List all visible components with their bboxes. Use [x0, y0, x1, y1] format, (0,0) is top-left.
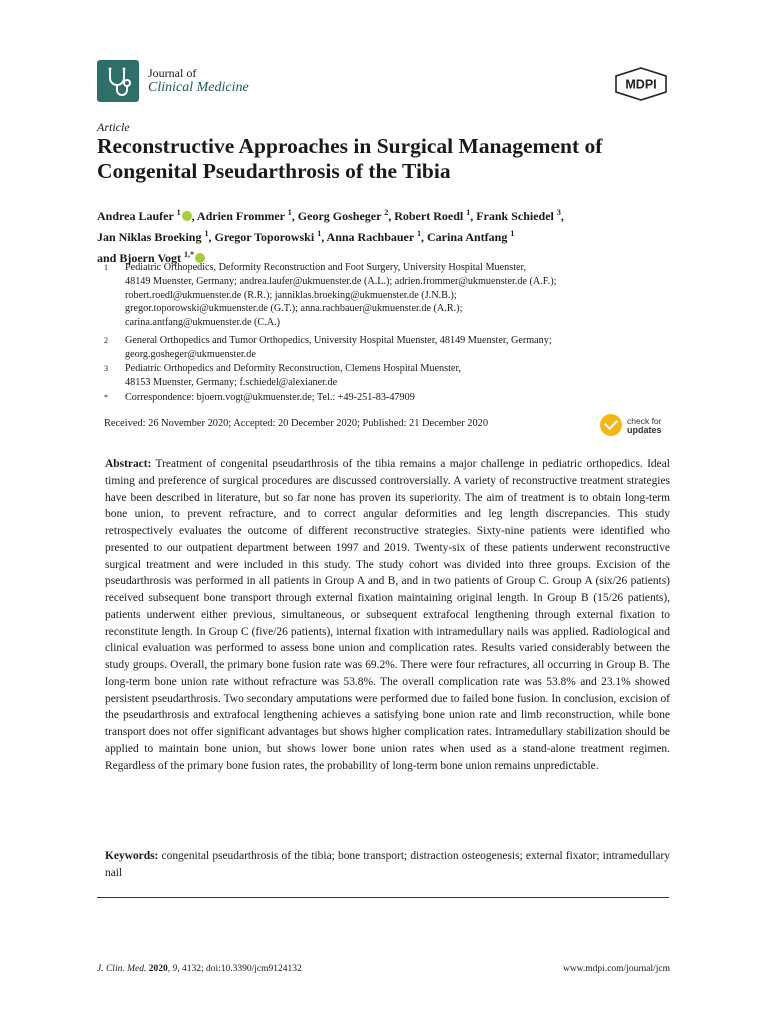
author-name: Carina Antfang: [427, 230, 511, 244]
affiliation-line: Pediatric Orthopedics, Deformity Reconstruction and Foot Surgery, University Hospital Muenster,: [125, 262, 527, 273]
mdpi-logo-text: MDPI: [625, 77, 657, 92]
author-affiliation-ref: 1,*: [184, 250, 195, 259]
check-for-label: check for: [627, 416, 662, 426]
affiliation-number: 2: [104, 336, 108, 345]
author-line: Andrea Laufer $^1$ , Adrien Frommer $^1$, Georg Gosheger $^2$, Robert Roedl $^1$, Frank Schiedel $^3$,: [97, 208, 564, 223]
journal-name: Clinical Medicine: [148, 80, 249, 95]
citation-volume: 9: [172, 964, 178, 974]
mdpi-logo: [612, 66, 670, 102]
check-icon: [600, 414, 622, 436]
author-name: Adrien Frommer: [196, 209, 288, 223]
divider: [97, 897, 669, 898]
author-affiliation-ref: 1: [510, 229, 515, 238]
author-name: Frank Schiedel: [476, 209, 557, 223]
affiliation-2: [104, 334, 684, 362]
affiliation-line: robert.roedl@ukmuenster.de (R.R.); janniklas.broeking@ukmuenster.de (J.N.B.);: [125, 289, 457, 301]
journal-of-label: Journal of: [148, 66, 197, 80]
citation-footer: J. Clin. Med. 2020, 9, 4132; doi:10.3390/jcm9124132: [97, 964, 302, 974]
affiliation-line: georg.gosheger@ukmuenster.de: [125, 348, 256, 360]
author-name: Gregor Toporowski: [214, 230, 318, 244]
author-affiliation-ref: 1: [176, 208, 181, 217]
author-affiliation-ref: 3: [556, 208, 561, 217]
affiliation-3: [104, 362, 684, 390]
author-name: Andrea Laufer: [97, 209, 177, 223]
affiliation-line: 48149 Muenster, Germany; andrea.laufer@ukmuenster.de (A.L.); adrien.frommer@ukmuenster.de (A.F.);: [125, 275, 557, 287]
author-affiliation-ref: 1: [466, 208, 471, 217]
author-name: Anna Rachbauer: [326, 230, 417, 244]
abstract: [105, 456, 670, 774]
affiliation-number: 1: [104, 263, 108, 272]
affiliation-line: Pediatric Orthopedics and Deformity Reconstruction, Clemens Hospital Muenster,: [125, 363, 461, 374]
journal-url-link[interactable]: www.mdpi.com/journal/jcm: [562, 964, 670, 974]
author-affiliation-ref: 2: [384, 208, 389, 217]
correspondence: [104, 391, 684, 405]
author-name: Robert Roedl: [394, 209, 467, 223]
author-affiliation-ref: 1: [417, 229, 421, 238]
author-name: Georg Gosheger: [297, 209, 385, 223]
keywords: [105, 848, 670, 882]
author-affiliation-ref: 1: [204, 229, 209, 238]
journal-abbrev: J. Clin. Med.: [97, 964, 147, 974]
author-line: Jan Niklas Broeking $^1$, Gregor Toporowski $^1$, Anna Rachbauer $^1$, Carina Antfang $^1$: [97, 229, 515, 244]
affiliation-1: [104, 261, 684, 330]
correspondence-marker: *: [104, 393, 108, 402]
journal-logo: [97, 60, 139, 102]
abstract-label: Abstract:: [105, 458, 152, 470]
keywords-label: Keywords:: [105, 850, 159, 862]
affiliation-line: 48153 Muenster, Germany; f.schiedel@alexianer.de: [125, 376, 338, 388]
publication-dates: Received: 26 November 2020; Accepted: 20 December 2020; Published: 21 December 2020: [104, 418, 489, 429]
author-name: Jan Niklas Broeking: [97, 230, 205, 244]
author-affiliation-ref: 1: [287, 208, 292, 217]
paper-title: Reconstructive Approaches in Surgical Management of Congenital Pseudarthrosis of the Tibia: [97, 134, 603, 183]
author-list: [97, 204, 677, 267]
article-type-label: Article: [97, 120, 130, 134]
orcid-icon[interactable]: [182, 211, 192, 221]
correspondence-line: Correspondence: bjoern.vogt@ukmuenster.de; Tel.: +49-251-83-47909: [125, 392, 415, 403]
stethoscope-icon: [97, 60, 139, 102]
author-line: and Bjoern Vogt $^{1,*}$: [97, 246, 677, 267]
citation-year: 2020: [148, 964, 168, 974]
affiliation-line: carina.antfang@ukmuenster.de (C.A.): [125, 317, 281, 329]
citation-doi: , 4132; doi:10.3390/jcm9124132: [177, 964, 302, 974]
affiliation-line: General Orthopedics and Tumor Orthopedics, University Hospital Muenster, 48149 Muenster, Germany;: [125, 335, 552, 346]
affiliation-number: 3: [104, 364, 108, 373]
affiliation-line: gregor.toporowski@ukmuenster.de (G.T.); anna.rachbauer@ukmuenster.de (A.R.);: [125, 303, 463, 315]
author-affiliation-ref: 1: [317, 229, 322, 238]
author-name: Bjoern Vogt: [119, 251, 185, 265]
keywords-text: congenital pseudarthrosis of the tibia; bone transport; distraction osteogenesis; external fixator; intramedullary nail: [105, 850, 671, 879]
updates-label: updates: [627, 425, 662, 435]
abstract-text: Treatment of congenital pseudarthrosis of the tibia remains a major challenge in pediatric orthopedics. Ideal timing and preference of surgical procedures are discussed controversially. A variety of reconstructive treatment strategies have been described in literature, but so far none has proven its superiority. The aim of treatment is to obtain long-term bone union, to prevent refracture, and to correct angular deformities and leg length discrepancies. This study retrospectively evaluates the outcome of different reconstructive strategies. Sixty-nine patients were identified who presented to our outpatient department between 1997 and 2019. Twenty-six of these patients underwent reconstructive surgical treatment and were included in this study. The study cohort was divided into three groups. Excision of the pseudarthrosis was performed in all patients in Group A and B, and in two patients of Group C. Group A (six/26 patients) received subsequent bone transport through external fixation maintaining original length. In Group B (15/26 patients), patients underwent either previous, simultaneous, or subsequent extrafocal lengthening through external fixation to reconstitute length. In Group C (five/26 patients), internal fixation with intramedullary nails was applied. Radiological and clinical evaluation was performed to assess bone union and complication rates. Results varied considerably between the study groups. Overall, the primary bone fusion rate was 69.2%. There were four refractures, all occurring in Group B. The long-term bone union rate without refracture was 53.8%. The overall complication rate was 53.8% and 23.1% showed persistent pseudarthrosis. Two secondary amputations were performed due to failed bone fusion. In conclusion, excision of the pseudarthrosis and extrafocal lengthening achieves a satisfying bone union rate and limb reconstruction, while bone transport does not offer significant advantages but shows higher complication rates. Intramedullary stabilization should be applied to maintain bone union, but shows lower bone union rates when used as a stand-alone treatment regimen. Regardless of the primary bone fusion rates, the probability of long-term bone union remains unpredictable.: [105, 458, 670, 772]
check-for-updates-button[interactable]: [600, 412, 672, 438]
